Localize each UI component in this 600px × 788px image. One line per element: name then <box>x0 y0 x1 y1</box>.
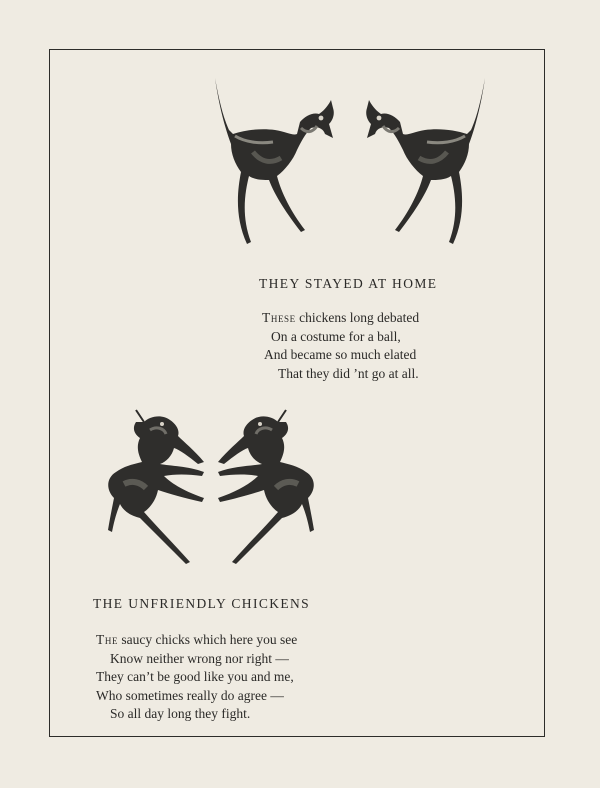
poem-they-stayed-at-home <box>262 309 419 383</box>
poem-the-unfriendly-chickens <box>96 631 297 724</box>
poem-line-text: They can’t be good like you and me, <box>96 669 294 684</box>
poem-line-text: Know neither wrong nor right — <box>110 650 289 666</box>
inkblot-chickens-top <box>205 72 495 252</box>
inkblot-chicks-fighting <box>104 404 318 568</box>
poem-line-lead: These <box>262 310 296 325</box>
poem-line <box>262 328 419 347</box>
poem-line-text: And became so much elated <box>264 347 417 362</box>
poem-line <box>96 650 297 669</box>
poem-line-text: Who sometimes really do agree — <box>96 687 284 703</box>
poem-line <box>96 631 297 650</box>
poem-title-they-stayed-at-home: THEY STAYED AT HOME <box>259 276 438 291</box>
poem-line <box>262 365 419 384</box>
poem-line <box>262 309 419 328</box>
poem-line-lead: The <box>96 632 119 647</box>
poem-line-text: That they did ’nt go at all. <box>278 365 419 381</box>
poem-line-text: On a costume for a ball, <box>271 328 401 344</box>
poem-line <box>96 687 297 706</box>
poem-line-text: chickens long debated <box>295 310 420 325</box>
poem-line <box>96 705 297 724</box>
poem-line <box>96 668 297 687</box>
poem-line-text: saucy chicks which here you see <box>118 632 298 647</box>
poem-title-the-unfriendly-chickens: THE UNFRIENDLY CHICKENS <box>93 596 311 611</box>
poem-line-text: So all day long they fight. <box>110 706 251 721</box>
poem-line <box>262 346 419 365</box>
